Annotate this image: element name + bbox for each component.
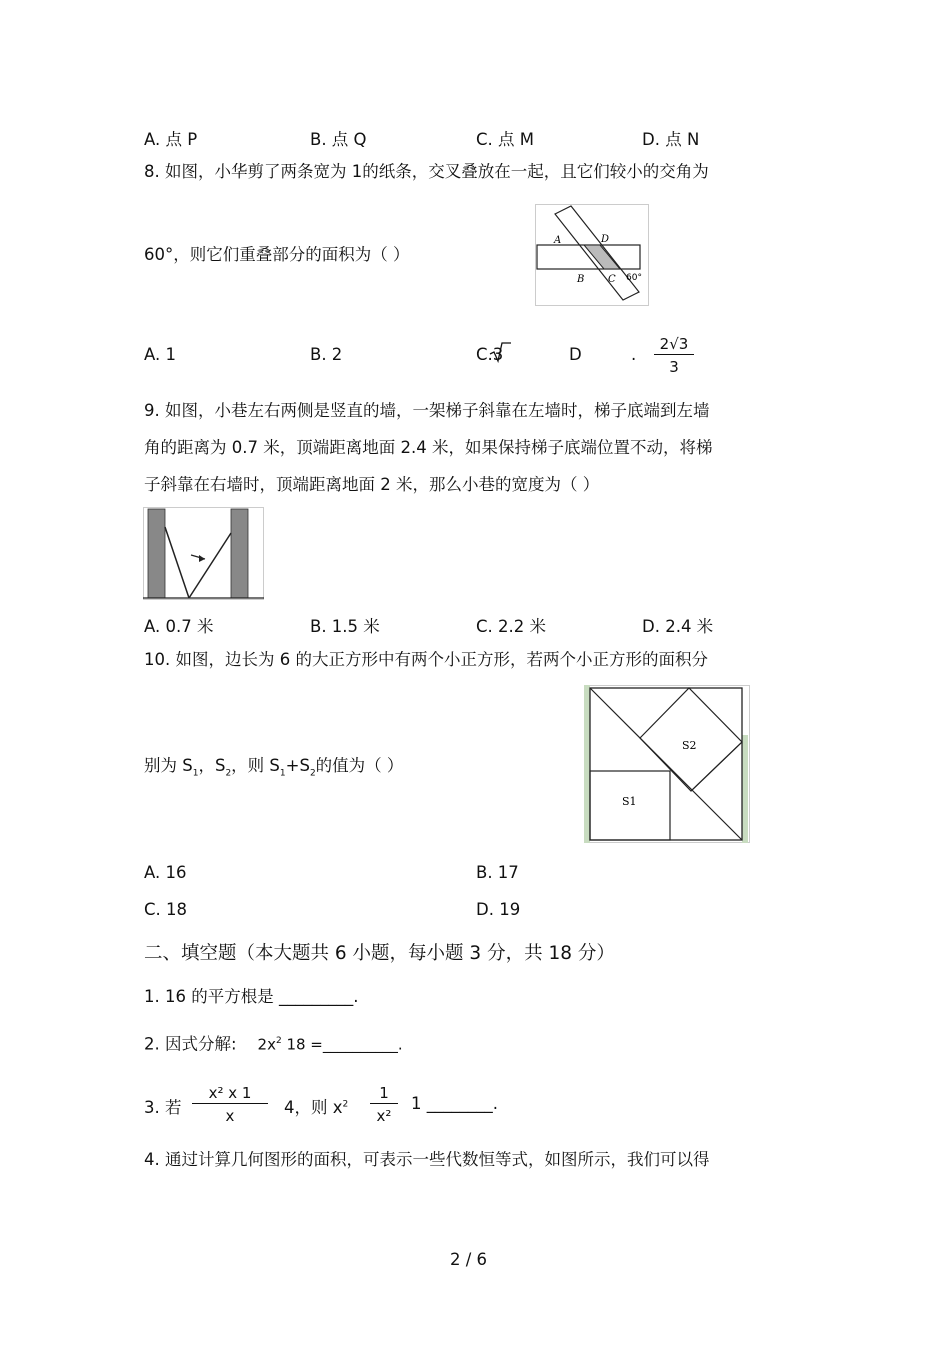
q8-label-a: A	[554, 235, 562, 246]
q8-text-line1: 8. 如图，小华剪了两条宽为 1的纸条，交叉叠放在一起，且它们较小的交角为	[144, 162, 709, 181]
q10-text-line1: 10. 如图，边长为 6 的大正方形中有两个小正方形，若两个小正方形的面积分	[144, 650, 708, 669]
sqrt-icon	[489, 341, 513, 363]
fill3-numerator2: 1	[379, 1084, 389, 1102]
q8-label-d: D	[601, 234, 610, 245]
fill3-denominator: x	[192, 1103, 268, 1128]
q8-option-a: A. 1	[144, 345, 176, 364]
page-number: 2 / 6	[450, 1250, 488, 1269]
q8-option-d-numerator: 2√3	[659, 335, 689, 353]
fill3-fraction	[192, 1083, 268, 1128]
q7-option-a: A. 点 P	[144, 130, 198, 149]
fill3-fraction2	[370, 1083, 398, 1128]
fill2-text: 2. 因式分解: $2x^2$ 18 =__________.	[144, 1034, 403, 1054]
q8-figure	[535, 204, 649, 306]
q7-option-d: D. 点 N	[642, 130, 700, 149]
q8-label-angle: 60°	[626, 273, 642, 283]
q8-option-d-denominator: 3	[654, 354, 694, 379]
fill3-denominator2: x²	[370, 1103, 398, 1128]
q8-label-c: C	[608, 274, 616, 285]
q9-option-b: B. 1.5 米	[310, 617, 380, 636]
q9-option-a: A. 0.7 米	[144, 617, 214, 636]
q10-option-d: D. 19	[476, 900, 521, 919]
q9-text-line3: 子斜靠在右墙时，顶端距离地面 2 米，那么小巷的宽度为（ ）	[144, 475, 600, 494]
q10-option-c: C. 18	[144, 900, 188, 919]
q10-label-s1: S1	[622, 795, 637, 808]
q9-text-line2: 角的距离为 0.7 米，顶端距离地面 2.4 米，如果保持梯子底端位置不动，将梯	[144, 438, 713, 457]
q7-option-b: B. 点 Q	[310, 130, 367, 149]
q8-label-b: B	[577, 274, 585, 285]
q8-text-line2: 60°，则它们重叠部分的面积为（ ）	[144, 245, 410, 264]
q10-option-b: B. 17	[476, 863, 519, 882]
q8-option-d-dot: .	[631, 345, 637, 364]
q9-text-line1: 9. 如图，小巷左右两侧是竖直的墙，一架梯子斜靠在左墙时，梯子底端到左墙	[144, 401, 710, 420]
fill3-suffix: 1 ________.	[411, 1094, 498, 1113]
q8-option-d: D	[569, 345, 582, 364]
q9-option-d: D. 2.4 米	[642, 617, 714, 636]
q10-text-line2: 别为 $S_1$，$S_2$，则 $S_1+S_2$的值为（ ）	[144, 756, 404, 779]
fill3-prefix: 3. 若	[144, 1098, 182, 1117]
q9-figure	[143, 507, 264, 600]
fill3-numerator: x² x 1	[208, 1084, 252, 1102]
q8-option-c: C.3	[476, 345, 504, 364]
q7-option-c: C. 点 M	[476, 130, 534, 149]
fill1-text: 1. 16 的平方根是 _________.	[144, 987, 359, 1006]
section2-heading: 二、填空题（本大题共 6 小题，每小题 3 分，共 18 分）	[144, 943, 615, 964]
q8-option-b: B. 2	[310, 345, 343, 364]
q10-label-s2: S2	[682, 739, 697, 752]
q8-option-d-fraction	[654, 334, 694, 379]
fill3-middle: 4，则 $x^2$	[284, 1098, 349, 1117]
q10-option-a: A. 16	[144, 863, 187, 882]
q10-figure	[584, 685, 750, 843]
fill4-text: 4. 通过计算几何图形的面积，可表示一些代数恒等式，如图所示，我们可以得	[144, 1150, 710, 1169]
q9-option-c: C. 2.2 米	[476, 617, 546, 636]
